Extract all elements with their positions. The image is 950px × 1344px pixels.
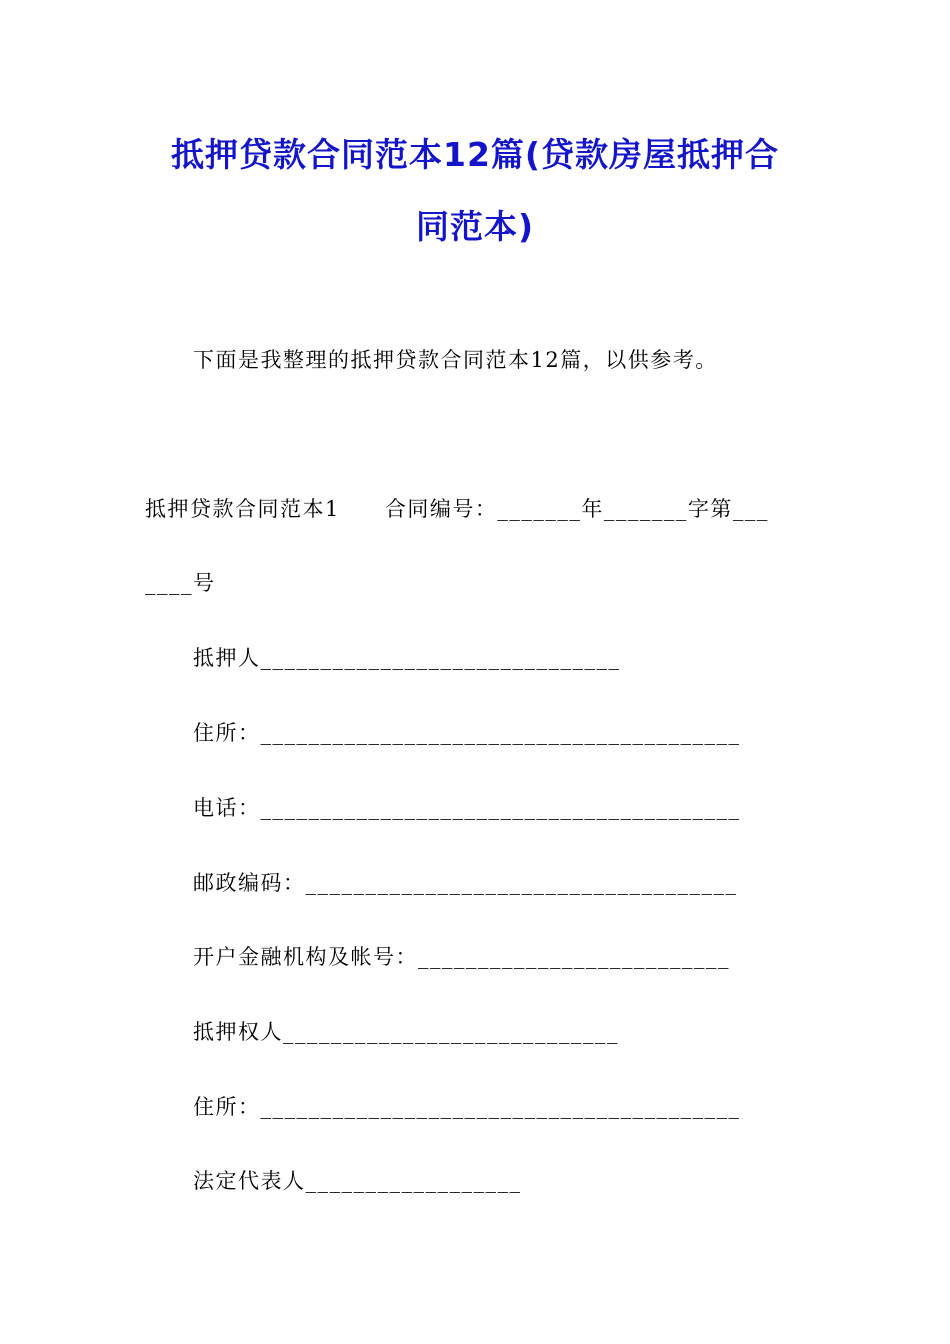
- field-legal-representative: 法定代表人__________________: [193, 1169, 522, 1193]
- field-mortgagor-postcode: 邮政编码：____________________________________: [193, 871, 738, 895]
- field-mortgagee-address: 住所：________________________________________: [193, 1095, 741, 1119]
- field-mortgagor-phone: 电话：________________________________________: [193, 796, 741, 820]
- section-heading-contract-number-cont: ____号: [145, 571, 216, 595]
- field-mortgagee: 抵押权人____________________________: [193, 1020, 619, 1044]
- document-title-line-1: 抵押贷款合同范本12篇(贷款房屋抵押合: [170, 135, 779, 174]
- intro-paragraph: 下面是我整理的抵押贷款合同范本12篇，以供参考。: [193, 348, 718, 372]
- field-mortgagor-address: 住所：________________________________________: [193, 721, 741, 745]
- field-mortgagor: 抵押人______________________________: [193, 646, 621, 670]
- field-mortgagor-bank-account: 开户金融机构及帐号：__________________________: [193, 945, 730, 969]
- section-heading-contract-number: 抵押贷款合同范本1 合同编号：_______年_______字第___: [145, 497, 769, 521]
- document-title-line-2: 同范本): [415, 207, 535, 246]
